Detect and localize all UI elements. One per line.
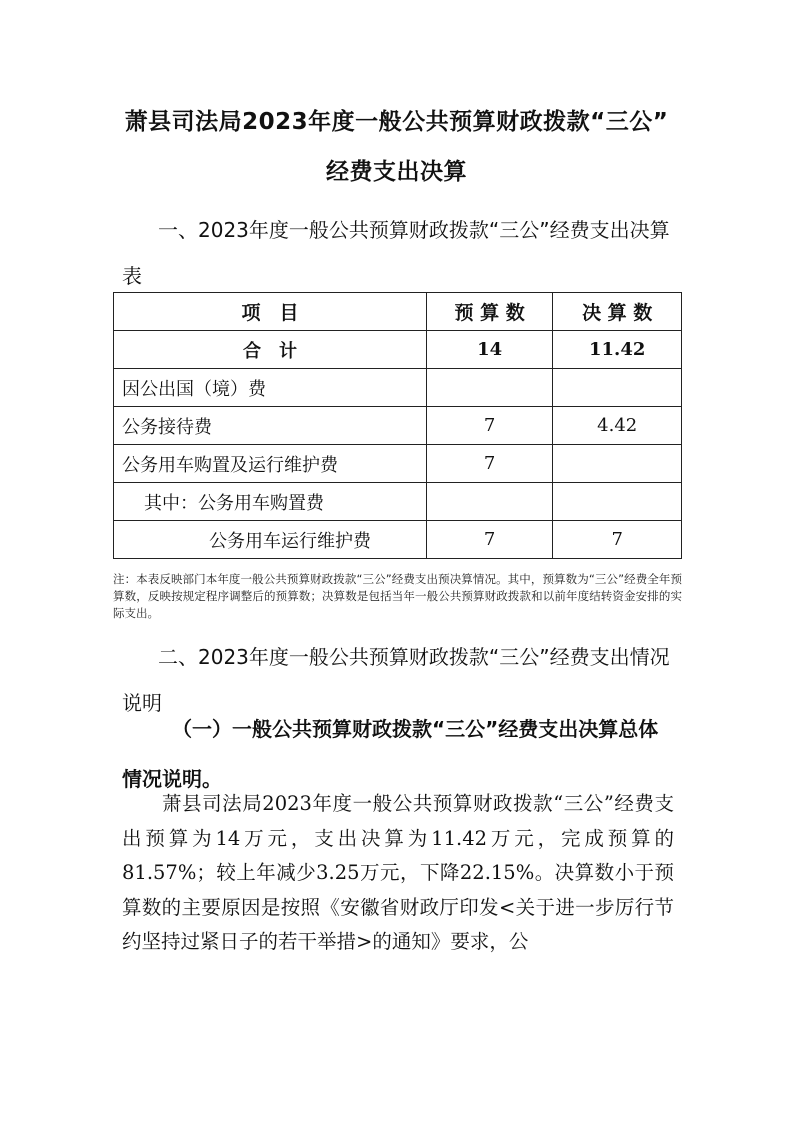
- table-row: [114, 407, 682, 445]
- section-2-heading: 二、2023年度一般公共预算财政拨款“三公”经费支出情况说明: [122, 645, 670, 715]
- row-item: 其中：公务用车购置费: [114, 483, 427, 521]
- row-budget: 7: [426, 521, 552, 559]
- paragraph-1: 萧县司法局2023年度一般公共预算财政拨款“三公”经费支出预算为14万元，支出决算为11.42万元，完成预算的81.57%；较上年减少3.25万元，下降22.15%。决算数小于预算数的主要原因是按照《安徽省财政厅印发<关于进一步厉行节约坚持过紧日子的若干举措>的通知》要求，公: [122, 792, 674, 953]
- header-item: 项 目: [114, 293, 427, 331]
- row-actual: [553, 369, 682, 407]
- row-actual: 7: [553, 521, 682, 559]
- table-header-row: [114, 293, 682, 331]
- row-item: 公务接待费: [114, 407, 427, 445]
- table-row: [114, 521, 682, 559]
- section-1-heading: 一、2023年度一般公共预算财政拨款“三公”经费支出决算表: [122, 218, 670, 288]
- row-budget: [426, 483, 552, 521]
- title-line-1: 萧县司法局2023年度一般公共预算财政拨款“三公”: [124, 109, 669, 135]
- title-line-2: 经费支出决算: [326, 159, 467, 185]
- table-row-total: [114, 331, 682, 369]
- row-item: 因公出国（境）费: [114, 369, 427, 407]
- row-item: 公务用车运行维护费: [114, 521, 427, 559]
- header-actual: 决 算 数: [553, 293, 682, 331]
- three-public-expenses-table: [113, 292, 682, 559]
- header-budget: 预 算 数: [426, 293, 552, 331]
- document-title: [60, 97, 733, 197]
- subsection-1-heading: （一）一般公共预算财政拨款“三公”经费支出决算总体情况说明。: [122, 717, 659, 791]
- row-budget: [426, 369, 552, 407]
- row-budget: 7: [426, 445, 552, 483]
- table-row: [114, 445, 682, 483]
- row-actual: [553, 445, 682, 483]
- row-budget: 7: [426, 407, 552, 445]
- row-budget-total: 14: [426, 331, 552, 369]
- row-item: 公务用车购置及运行维护费: [114, 445, 427, 483]
- row-actual: [553, 483, 682, 521]
- table-row: [114, 483, 682, 521]
- row-actual-total: 11.42: [553, 331, 682, 369]
- table-row: [114, 369, 682, 407]
- row-item-total: 合 计: [114, 331, 427, 369]
- row-actual: 4.42: [553, 407, 682, 445]
- table-note: 注：本表反映部门本年度一般公共预算财政拨款“三公”经费支出预决算情况。其中，预算数为“三公”经费全年预算数，反映按规定程序调整后的预算数；决算数是包括当年一般公共预算财政拨款和以前年度结转资金安排的实际支出。: [113, 572, 682, 620]
